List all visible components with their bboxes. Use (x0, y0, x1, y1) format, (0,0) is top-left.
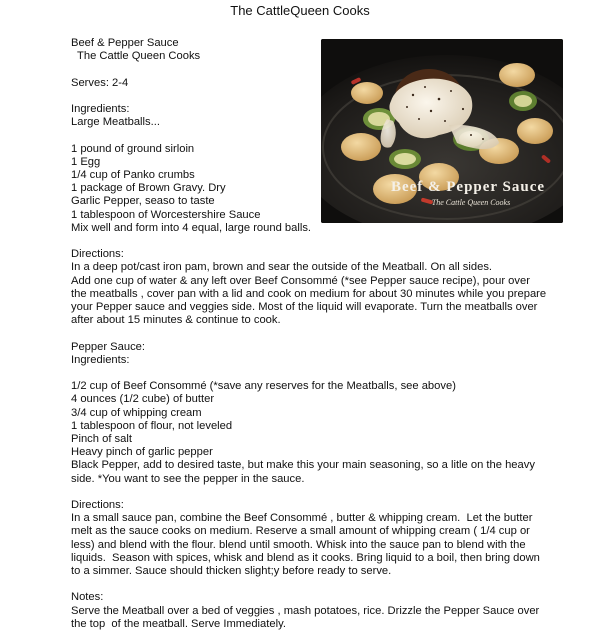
ingredient-item: Mix well and form into 4 equal, large round balls. (71, 221, 312, 234)
recipe-byline: The Cattle Queen Cooks (71, 50, 201, 63)
direction-line: less) and blend with the flour. blend until smooth. Whisk into the sauce pan to blend with the (71, 538, 526, 551)
page-header (0, 3, 600, 19)
ingredient-item: 1 pound of ground sirloin (71, 142, 195, 155)
ingredient-item: 1 package of Brown Gravy. Dry (71, 182, 226, 195)
sauce-directions-heading: Directions: (71, 499, 124, 511)
ingredient-item: Garlic Pepper, seaso to taste (71, 195, 215, 208)
sauce-ingredients-list (71, 380, 551, 486)
ingredient-item: Heavy pinch of garlic pepper (71, 446, 213, 459)
ingredient-item: 1 Egg (71, 155, 101, 168)
serves-text: Serves: 2-4 (71, 76, 129, 89)
ingredient-item: Black Pepper, add to desired taste, but make this your main seasoning, so a litle on the heavy (71, 459, 535, 472)
ingredient-item: side. *You want to see the pepper in the sauce. (71, 472, 305, 485)
recipe-title: Beef & Pepper Sauce (71, 37, 179, 49)
sauce-heading: Pepper Sauce: (71, 340, 146, 353)
notes-heading: Notes: (71, 591, 104, 604)
ingredient-item: Pinch of salt (71, 433, 132, 445)
header-title: The CattleQueen Cooks (230, 3, 370, 18)
direction-line: to a simmer. Sauce should thicken slight;y before ready to serve. (71, 565, 392, 578)
ingredient-item: 1/2 cup of Beef Consommé (*save any reserves for the Meatballs, see above) (71, 380, 456, 393)
ingredient-item: 3/4 cup of whipping cream (71, 406, 202, 419)
photo-caption-title: Beef & Pepper Sauce (390, 179, 546, 195)
direction-line: Add one cup of water & any left over Beef Consommé (*see Pepper sauce recipe), pour over (71, 274, 530, 287)
ingredient-item: 1 tablespoon of Worcestershire Sauce (71, 208, 261, 221)
direction-line: melt as the sauce cooks on medium. Reserve a small amount of whipping cream ( 1/4 cup or (71, 525, 530, 538)
notes-text (71, 605, 551, 631)
meatballs-subheading: Large Meatballs... (71, 116, 160, 129)
direction-line: your Pepper sauce and veggies side. Most of the liquid will evaporate. Turn the meatballs over (71, 301, 538, 313)
directions-heading: Directions: (71, 248, 124, 261)
ingredient-item: 1 tablespoon of flour, not leveled (71, 419, 233, 432)
ingredient-item: 4 ounces (1/2 cube) of butter (71, 393, 215, 406)
meatball-ingredients-list (71, 143, 551, 235)
direction-line: In a deep pot/cast iron pam, brown and sear the outside of the Meatball. On all sides. (71, 261, 493, 274)
direction-line: after about 15 minutes & continue to cook. (71, 314, 281, 327)
meatball-directions-text (71, 261, 551, 327)
direction-line: liquids. Season with spices, whisk and blend as it cooks. Bring liquid to a boil, then bring down (71, 551, 540, 564)
recipe-document (71, 37, 551, 631)
direction-line: the meatballs , cover pan with a lid and cook on medium for about 30 minutes while you prepare (71, 287, 547, 300)
photo-caption-subtitle: The Cattle Queen Cooks (431, 198, 511, 207)
notes-line: the top of the meatball. Serve Immediately. (71, 617, 286, 630)
sauce-ingredients-heading: Ingredients: (71, 353, 130, 366)
notes-line: Serve the Meatball over a bed of veggies , mash potatoes, rice. Drizzle the Pepper Sauce over (71, 604, 540, 617)
direction-line: In a small sauce pan, combine the Beef Consommé , butter & whipping cream. Let the butter (71, 512, 533, 525)
sauce-directions-text (71, 512, 551, 578)
ingredient-item: 1/4 cup of Panko crumbs (71, 168, 195, 181)
ingredients-heading: Ingredients: (71, 102, 130, 115)
